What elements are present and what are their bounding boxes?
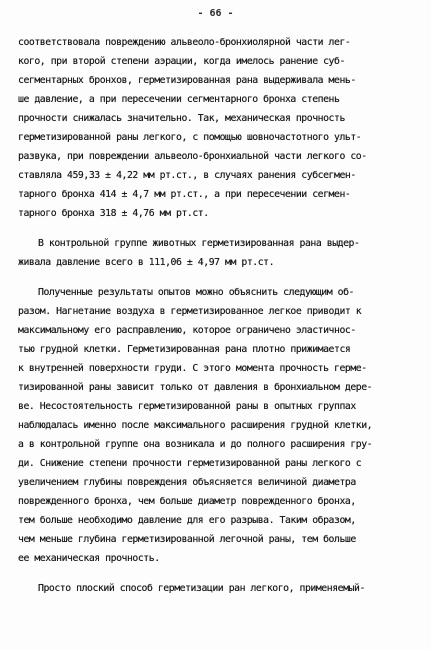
text-line: тарного бронха 414 ± 4,7 мм рт.ст., а при пересечении сегмен- xyxy=(18,189,351,200)
text-line: увеличением глубины повреждения объясняется величиной диаметра xyxy=(18,477,356,488)
text-line: герметизированной раны легкого, с помощью шовночастотного ульт- xyxy=(18,132,362,143)
text-line: тью грудной клетки. Герметизированная рана плотно прижимается xyxy=(18,344,351,355)
text-line: соответствовала повреждению альвеоло-бронхиолярной части лег- xyxy=(18,37,351,48)
text-line: чем меньше глубина герметизированной легочной раны, тем больше xyxy=(18,534,356,545)
text-line: Полученные результаты опытов можно объяснить следующим об- xyxy=(38,287,354,298)
text-line: ве. Несостоятельность герметизированной раны в опытных группах xyxy=(18,401,356,412)
text-line: тизированной раны зависит только от давления в бронхиальном дере- xyxy=(18,382,373,393)
text-line: наблюдалась именно после максимального расширения грудной клетки, xyxy=(18,420,373,431)
text-line: живала давление всего в 111,06 ± 4,97 мм рт.ст. xyxy=(18,257,275,268)
text-line: поврежденного бронха, чем больше диаметр поврежденного бронха, xyxy=(18,496,356,507)
text-line: ше давление, а при пересечении сегментарного бронха степень xyxy=(18,94,340,105)
text-line: ди. Снижение степени прочности герметизированной раны легкого с xyxy=(18,458,362,469)
text-line: В контрольной группе животных герметизированная рана выдер- xyxy=(38,238,360,249)
text-line: тем больше необходимо давление для его разрыва. Таким образом, xyxy=(18,515,356,526)
text-line: тарного бронха 318 ± 4,76 мм рт.ст. xyxy=(18,208,209,219)
text-line: прочности снижалась значительно. Так, механическая прочность xyxy=(18,113,345,124)
text-line: сегментарных бронхов, герметизированная рана выдерживала мень- xyxy=(18,75,356,86)
text-line: Просто плоский способ герметизации ран легкого, применяемый- xyxy=(38,583,365,594)
text-line: максимальному его расправлению, которое ограничено эластичнос- xyxy=(18,325,356,336)
text-line: кого, при второй степени аэрации, когда имелось ранение суб- xyxy=(18,56,345,67)
text-line: разом. Нагнетание воздуха в герметизированное легкое приводит к xyxy=(18,306,362,317)
text-line: развука, при повреждении альвеоло-бронхиальной части легкого со- xyxy=(18,151,367,162)
text-line: ее механическая прочность. xyxy=(18,553,160,564)
text-line: ставляла 459,33 ± 4,22 мм рт.ст., в случаях ранения субсегмен- xyxy=(18,170,356,181)
page-number: - 66 - xyxy=(197,8,234,19)
text-line: к внутренней поверхности груди. С этого момента прочность герме- xyxy=(18,363,367,374)
text-line: а в контрольной группе она возникала и до полного расширения гру- xyxy=(18,439,373,450)
